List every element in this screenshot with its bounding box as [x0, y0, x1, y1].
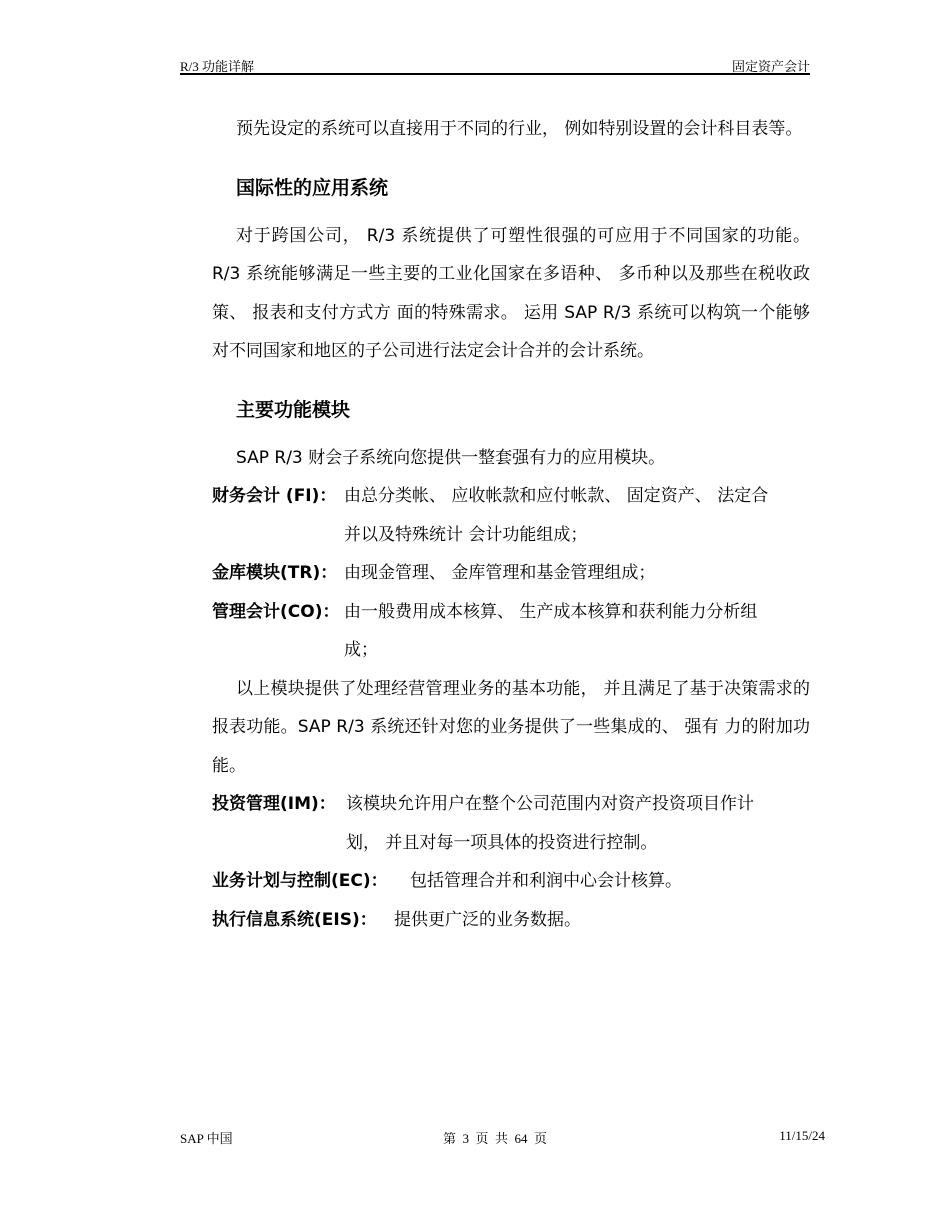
addon-term: 业务计划与控制(EC)：	[212, 871, 388, 891]
page-footer	[180, 1128, 825, 1146]
addon-item-ec	[212, 862, 810, 901]
addon-description: 该模块允许用户在整个公司范围内对资产投资项目作计 划， 并且对每一项具体的投资进行控制。	[346, 794, 754, 853]
module-description: 由总分类帐、 应收帐款和应付帐款、 固定资产、 法定合 并以及特殊统计 会计功能组成；	[344, 486, 769, 545]
footer-company: SAP 中国	[180, 1131, 233, 1146]
footer-date: 11/15/24	[779, 1128, 825, 1143]
module-item-tr	[212, 554, 810, 593]
module-item-co	[212, 593, 810, 670]
modules-summary-paragraph: 以上模块提供了处理经营管理业务的基本功能， 并且满足了基于决策需求的报表功能。SAP R/3 系统还针对您的业务提供了一些集成的、 强有 力的附加功能。	[212, 678, 810, 776]
addon-description: 包括管理合并和利润中心会计核算。	[410, 871, 682, 891]
addon-term: 投资管理(IM)：	[212, 794, 336, 814]
addon-list	[212, 785, 810, 939]
section-heading-international: 国际性的应用系统	[236, 176, 389, 199]
addon-description: 提供更广泛的业务数据。	[394, 909, 581, 930]
section-heading-main-modules: 主要功能模块	[236, 398, 351, 421]
module-term: 管理会计(CO)：	[212, 601, 340, 622]
header-divider	[180, 73, 810, 75]
module-list	[212, 477, 810, 670]
module-description: 由一般费用成本核算、 生产成本核算和获利能力分析组 成；	[344, 601, 758, 660]
module-description: 由现金管理、 金库管理和基金管理组成；	[344, 563, 656, 583]
modules-intro-paragraph: SAP R/3 财会子系统向您提供一整套强有力的应用模块。	[236, 447, 666, 468]
intro-paragraph: 预先设定的系统可以直接用于不同的行业， 例如特别设置的会计科目表等。	[236, 119, 803, 139]
page-header	[180, 56, 810, 74]
module-item-fi	[212, 477, 810, 554]
addon-item-eis	[212, 901, 810, 940]
page-body	[212, 110, 810, 939]
module-term: 金库模块(TR)：	[212, 563, 338, 583]
header-doc-title: R/3 功能详解	[180, 59, 255, 74]
addon-item-im	[212, 785, 810, 862]
header-chapter-title: 固定资产会计	[731, 59, 810, 74]
module-term: 财务会计 (FI)：	[212, 486, 337, 506]
addon-term: 执行信息系统(EIS)：	[212, 909, 377, 930]
international-paragraph: 对于跨国公司， R/3 系统提供了可塑性很强的可应用于不同国家的功能。 R/3 系统能够满足一些主要的工业化国家在多语种、 多币种以及那些在税收政策、 报表和支付方式方 面的特殊需求。 运用 SAP R/3 系统可以构筑一个能够对不同国家和地区的子公司进行法定会计合并的会计系统。	[212, 225, 810, 361]
footer-page-number: 第 3 页 共 64 页	[443, 1131, 548, 1146]
